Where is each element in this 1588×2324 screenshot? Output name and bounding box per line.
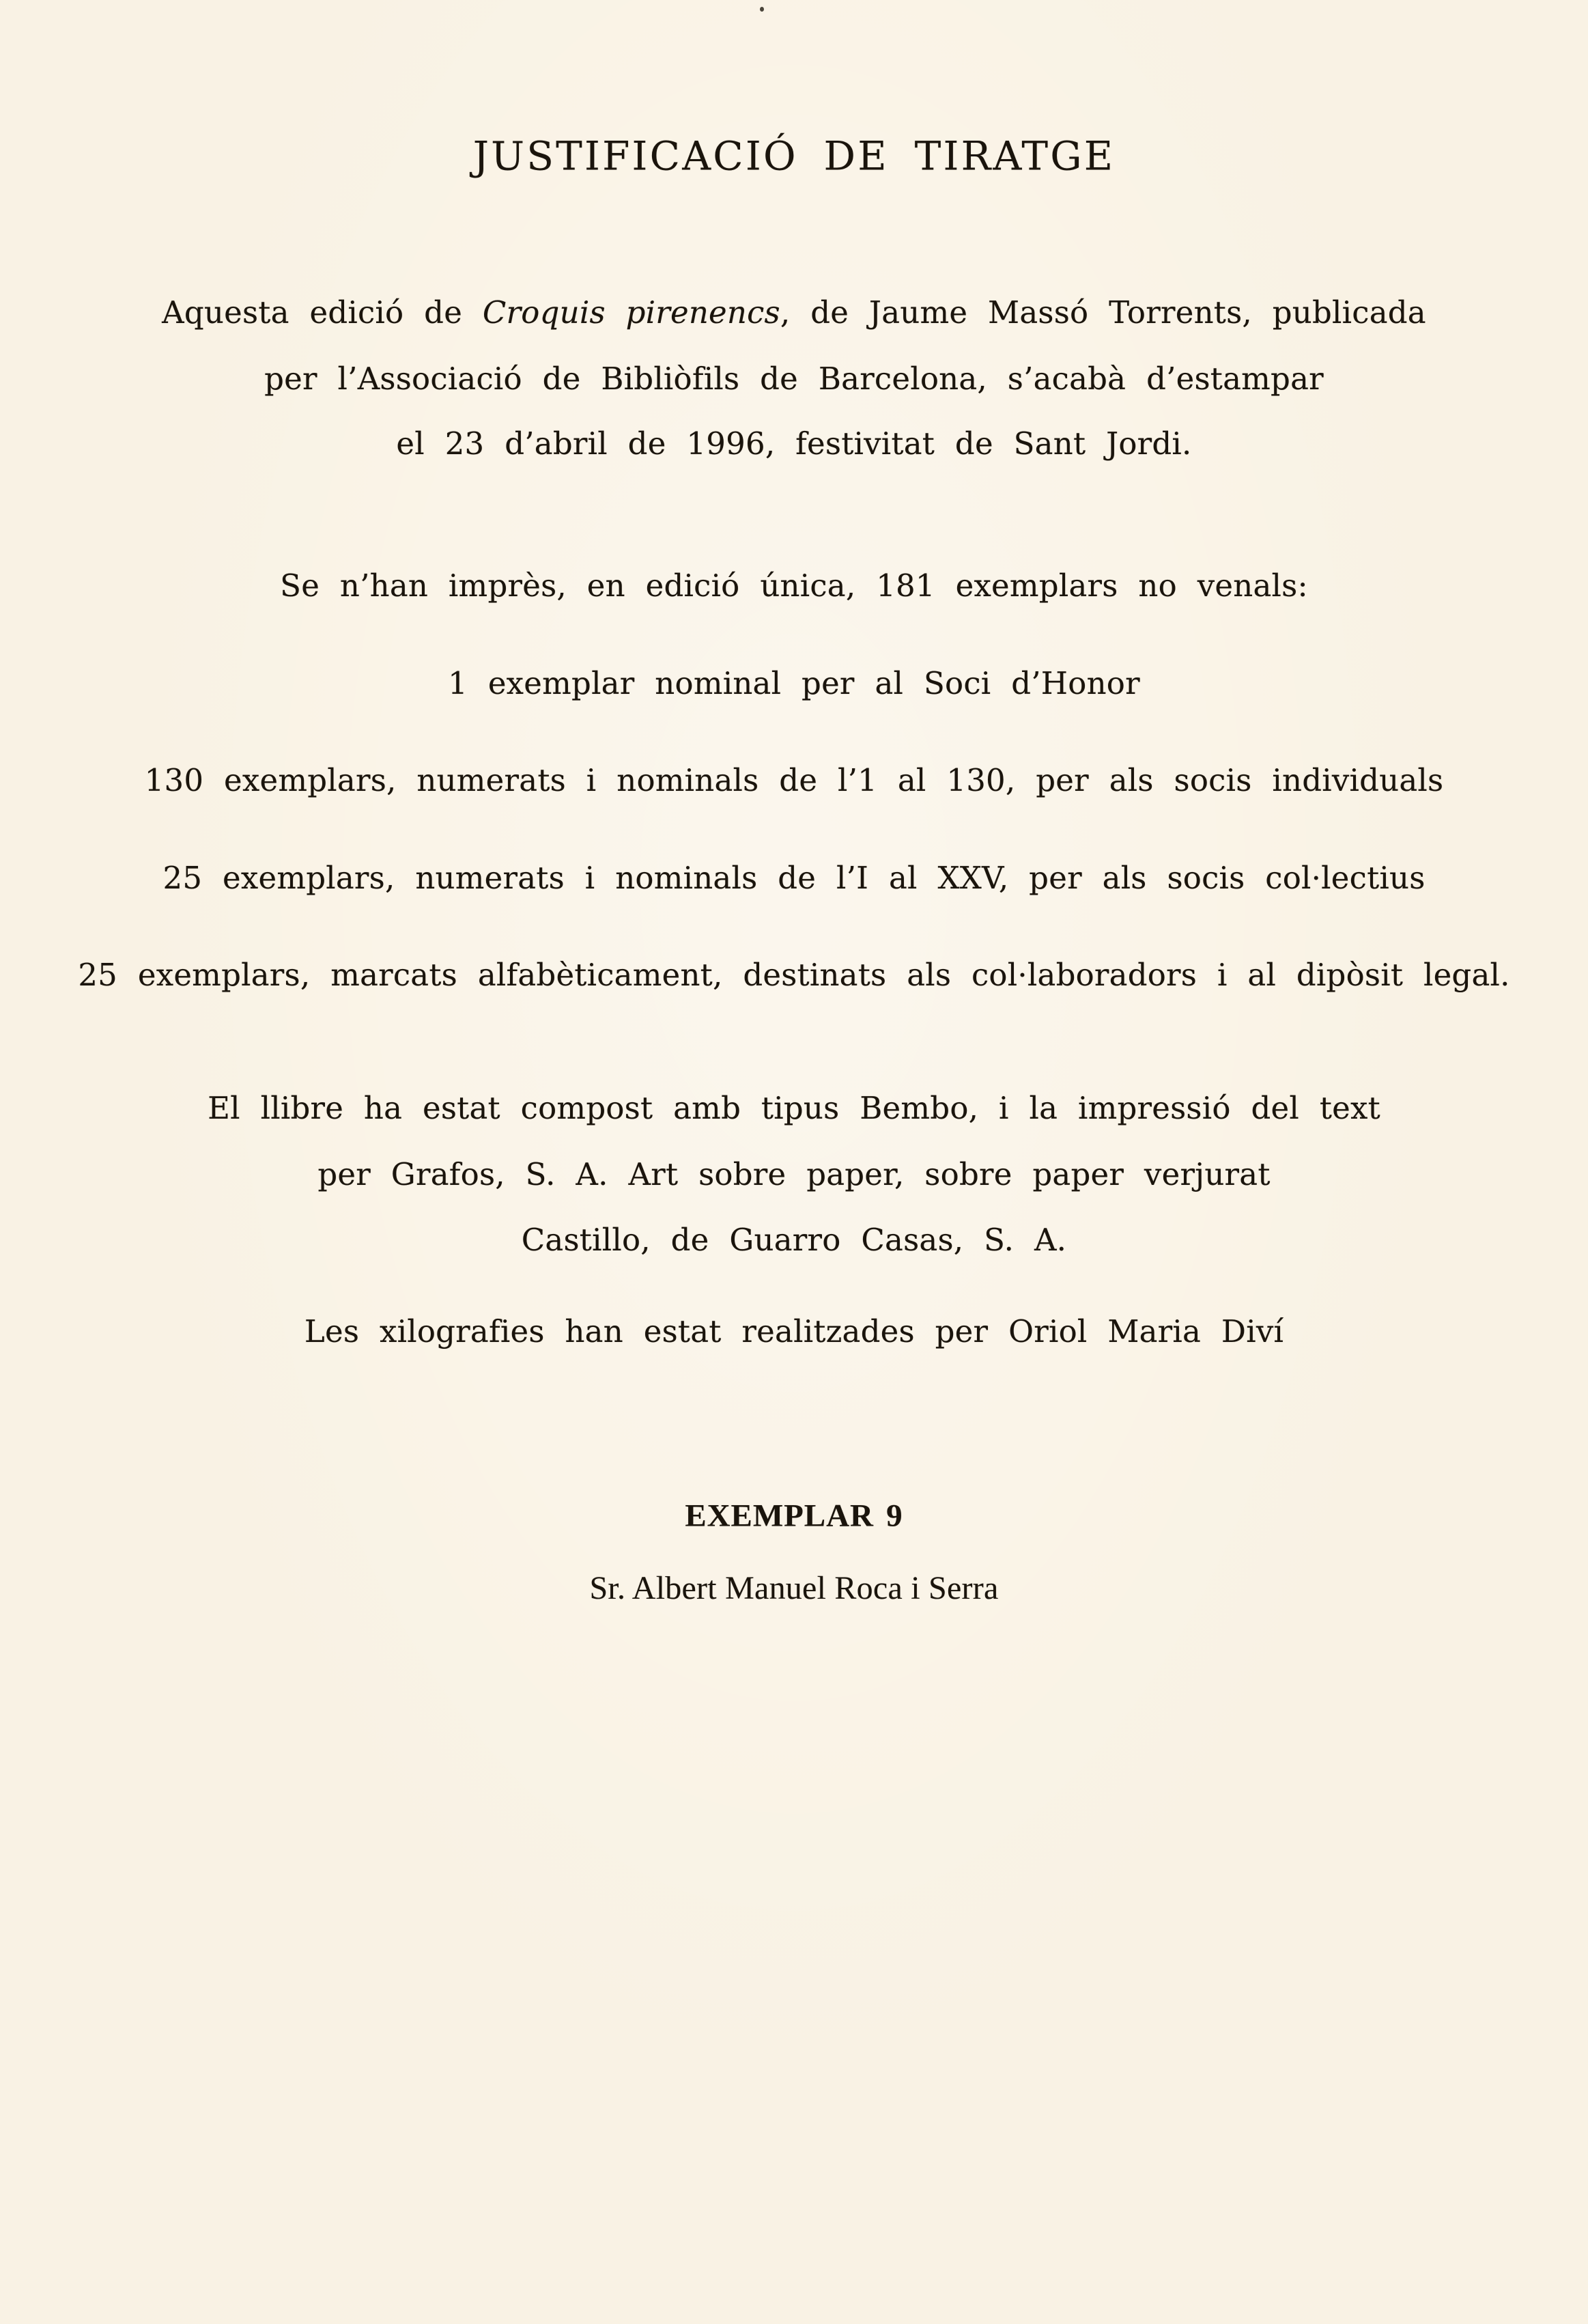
colophon-line1: El llibre ha estat compost amb tipus Bembo, i la impressió del text bbox=[208, 1089, 1380, 1126]
paragraph1-line2: per l’Associació de Bibliòfils de Barcelona, s’acabà d’estampar bbox=[264, 360, 1324, 397]
edition-item-diposit-legal: 25 exemplars, marcats alfabèticament, destinats als col·laboradors i al dipòsit legal. bbox=[78, 956, 1510, 993]
edition-item-collectius: 25 exemplars, numerats i nominals de l’I al XXV, per als socis col·lectius bbox=[162, 859, 1426, 896]
paragraph1-line1 bbox=[0, 294, 1588, 331]
edition-item-individuals: 130 exemplars, numerats i nominals de l’1 al 130, per als socis individuals bbox=[144, 761, 1444, 798]
book-title-italic: Croquis pirenencs bbox=[482, 294, 780, 331]
exemplar-owner-name: Sr. Albert Manuel Roca i Serra bbox=[589, 1569, 999, 1606]
colophon-line3: Castillo, de Guarro Casas, S. A. bbox=[521, 1221, 1067, 1258]
paragraph1-line1-pre: Aquesta edició de bbox=[162, 294, 483, 331]
exemplar-number-label: EXEMPLAR 9 bbox=[685, 1498, 903, 1534]
xylographies-credit: Les xilografies han estat realitzades per Oriol Maria Diví bbox=[304, 1313, 1284, 1349]
page-title: JUSTIFICACIÓ DE TIRATGE bbox=[472, 132, 1116, 180]
paper-speck bbox=[760, 7, 764, 12]
colophon-line2: per Grafos, S. A. Art sobre paper, sobre paper verjurat bbox=[317, 1156, 1271, 1192]
paragraph1-line3: el 23 d’abril de 1996, festivitat de Sant Jordi. bbox=[396, 425, 1192, 462]
edition-intro: Se n’han imprès, en edició única, 181 exemplars no venals: bbox=[280, 567, 1308, 604]
edition-item-honor: 1 exemplar nominal per al Soci d’Honor bbox=[448, 664, 1140, 701]
paragraph1-line1-post: , de Jaume Massó Torrents, publicada bbox=[780, 294, 1426, 331]
